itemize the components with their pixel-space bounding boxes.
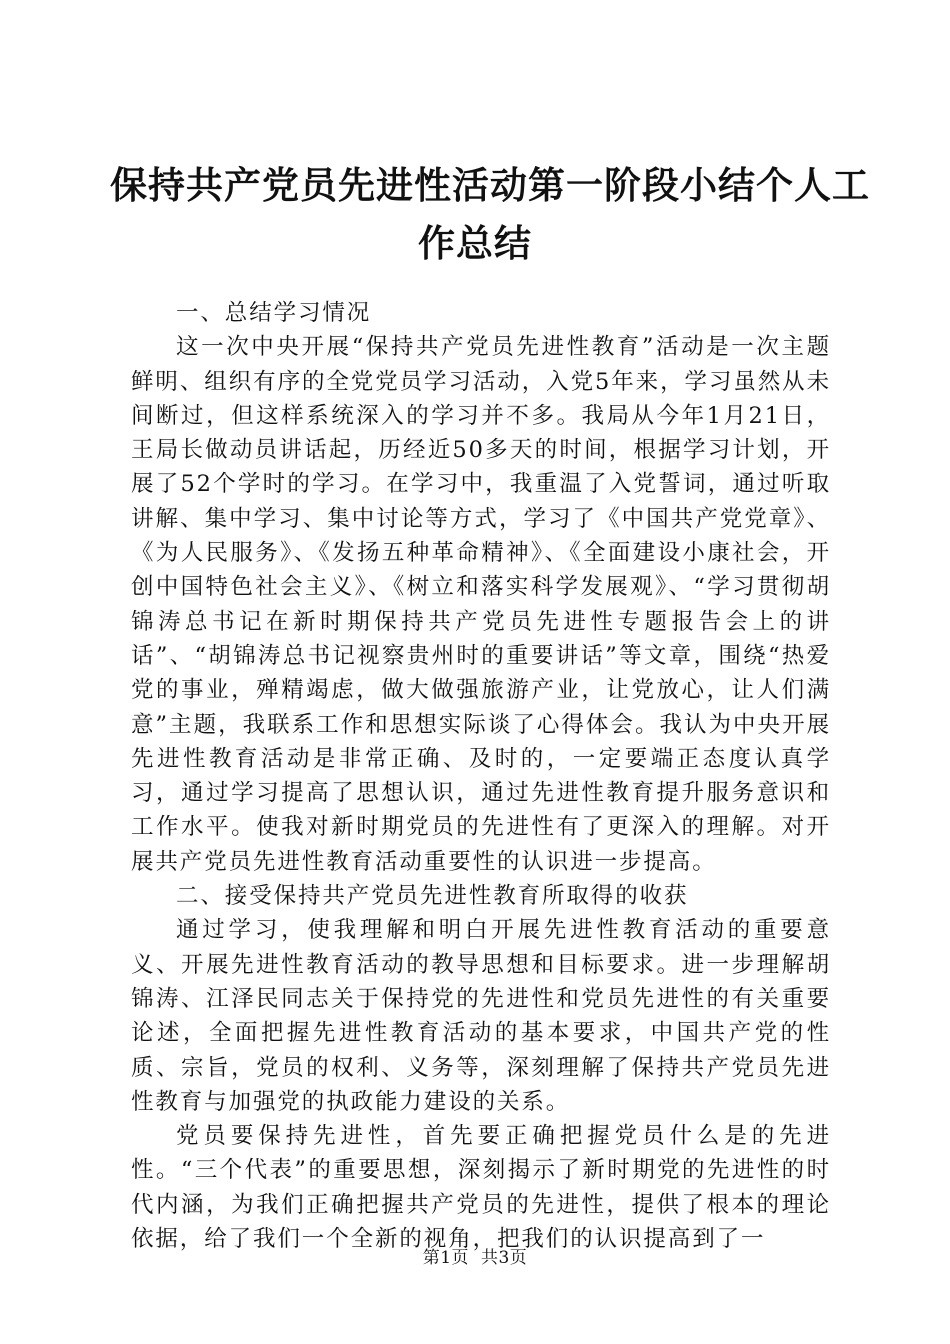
page-number: 第1页 xyxy=(422,1248,470,1268)
page-footer xyxy=(0,1243,950,1268)
section-heading-2: 二、接受保持共产党员先进性教育所取得的收获 xyxy=(176,883,689,910)
paragraph-2: 通过学习，使我理解和明白开展先进性教育活动的重要意义、开展先进性教育活动的教导思想和目标要求。进一步理解胡锦涛、江泽民同志关于保持党的先进性和党员先进性的有关重要论述，全面把握先进性教育活动的基本要求，中国共产党的性质、宗旨，党员的权利、义务等，深刻理解了保持共产党员先进性教育与加强党的执政能力建设的关系。 xyxy=(131,917,831,1115)
title-line-1: 保持共产党员先进性活动第一阶段小结个人工 xyxy=(110,163,870,207)
paragraph-3: 党员要保持先进性，首先要正确把握党员什么是的先进性。“三个代表”的重要思想，深刻揭示了新时期党的先进性的时代内涵，为我们正确把握共产党员的先进性，提供了根本的理论依据，给了我们一个全新的视角，把我们的认识提高到了一 xyxy=(131,1123,831,1253)
document-title xyxy=(110,156,870,272)
page-total: 共3页 xyxy=(480,1248,528,1268)
title-line-2: 作总结 xyxy=(418,221,532,265)
section-heading-1: 一、总结学习情况 xyxy=(176,300,372,326)
paragraph-1: 这一次中央开展“保持共产党员先进性教育”活动是一次主题鲜明、组织有序的全党党员学习活动，入党5年来，学习虽然从未间断过，但这样系统深入的学习并不多。我局从今年1月21日，王局长做动员讲话起，历经近50多天的时间，根据学习计划，开展了52个学时的学习。在学习中，我重温了入党誓词，通过听取讲解、集中学习、集中讨论等方式，学习了《中国共产党党章》、《为人民服务》、《发扬五种革命精神》、《全面建设小康社会，开创中国特色社会主义》、《树立和落实科学发展观》、“学习贯彻胡锦涛总书记在新时期保持共产党员先进性专题报告会上的讲话”、“胡锦涛总书记视察贵州时的重要讲话”等文章，围绕“热爱党的事业，殚精竭虑，做大做强旅游产业，让党放心，让人们满意”主题，我联系工作和思想实际谈了心得体会。我认为中央开展先进性教育活动是非常正确、及时的，一定要端正态度认真学习，通过学习提高了思想认识，通过先进性教育提升服务意识和工作水平。使我对新时期党员的先进性有了更深入的理解。对开展共产党员先进性教育活动重要性的认识进一步提高。 xyxy=(131,334,831,875)
document-body xyxy=(131,296,831,1256)
